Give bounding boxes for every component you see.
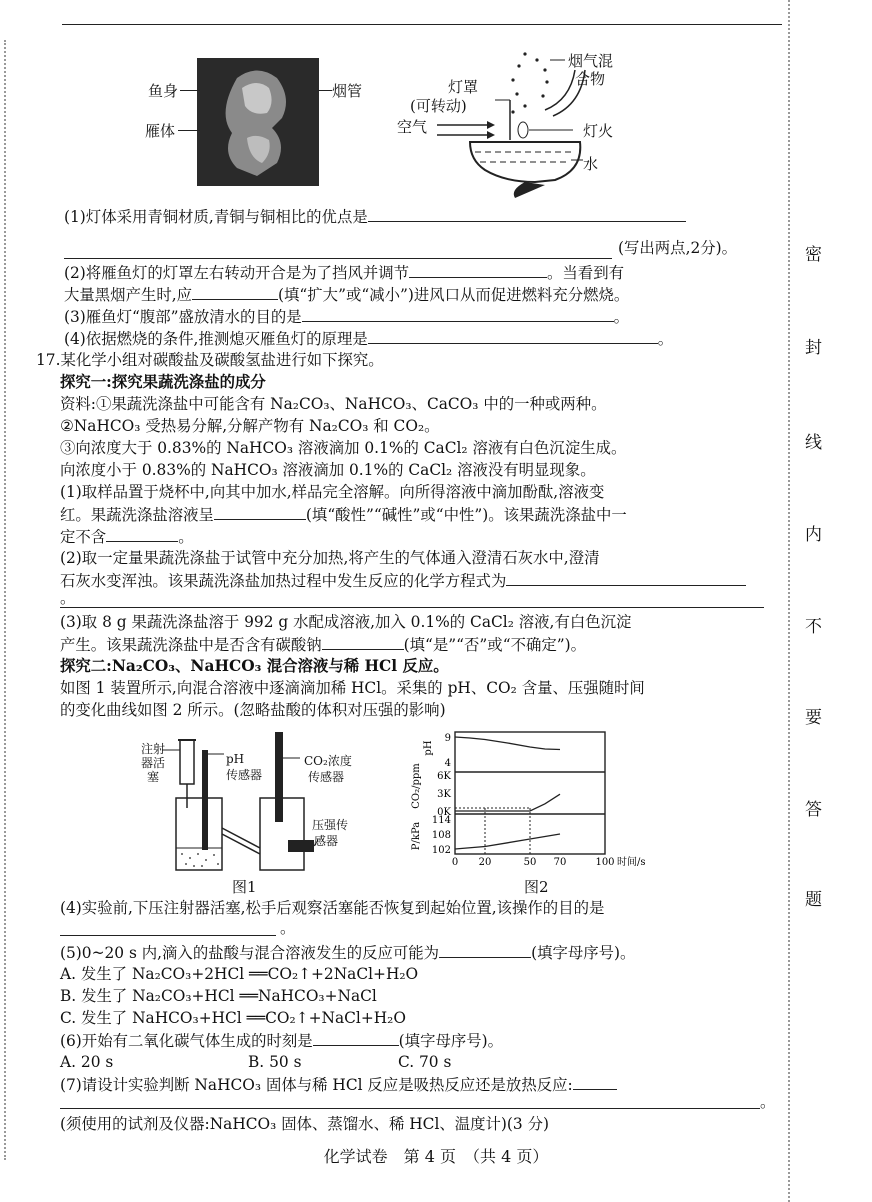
label-air: 空气 xyxy=(397,118,428,136)
lamp-photo-shape xyxy=(197,58,319,186)
label-lampshade: 灯罩 xyxy=(448,78,479,96)
right-binding-line xyxy=(788,0,790,1202)
part2-desc-a: 如图 1 装置所示,向混合溶液中逐滴滴加稀 HCl。采集的 pH、CO₂ 含量、压强随时间 xyxy=(60,679,645,697)
series-line xyxy=(455,737,560,750)
info-1: 资料:①果蔬洗涤盐中可能含有 Na₂CO₃、NaHCO₃、CaCO₃ 中的一种或两种。 xyxy=(60,395,607,413)
seal-char: 答 xyxy=(805,800,822,820)
part2-desc-b: 的变化曲线如图 2 所示。(忽略盐酸的体积对压强的影响) xyxy=(60,701,446,719)
label-co2-sensor-1: CO₂浓度 xyxy=(304,754,352,768)
x-tick-label: 70 xyxy=(553,857,567,868)
seal-char: 不 xyxy=(805,617,822,637)
y-tick-label: 0K xyxy=(437,807,451,818)
seal-char: 线 xyxy=(805,433,822,453)
top-rule xyxy=(62,24,782,25)
label-syringe-3: 塞 xyxy=(147,770,160,784)
x-tick-label: 0 xyxy=(451,857,459,868)
seal-char: 题 xyxy=(805,890,822,910)
q17-7b: 。 xyxy=(760,1093,776,1111)
q17-1b: 红。果蔬洗涤盐溶液呈 (填“酸性”“碱性”或“中性”)。该果蔬洗涤盐中一 xyxy=(60,506,627,524)
q17-4b: 。 xyxy=(280,919,296,937)
q16-part2a: (2)将雁鱼灯的灯罩左右转动开合是为了挡风并调节 。当看到有 xyxy=(64,264,624,282)
q17-2a: (2)取一定量果蔬洗涤盐于试管中充分加热,将产生的气体通入澄清石灰水中,澄清 xyxy=(60,549,600,567)
label-chimney: 烟管 xyxy=(332,82,363,100)
answer-line[interactable] xyxy=(64,258,612,259)
series-line xyxy=(455,834,560,849)
q17-6-option-c: C. 70 s xyxy=(398,1053,452,1071)
x-tick-label: 100 xyxy=(595,857,615,868)
label-smoke-mix: 烟气混 xyxy=(568,52,614,70)
seal-char: 密 xyxy=(805,245,822,265)
q17-intro: 17.某化学小组对碳酸盐及碳酸氢盐进行如下探究。 xyxy=(36,351,384,369)
info-2: ②NaHCO₃ 受热易分解,分解产物有 Na₂CO₃ 和 CO₂。 xyxy=(60,417,440,435)
seal-char: 内 xyxy=(805,525,822,545)
info-3: ③向浓度大于 0.83%的 NaHCO₃ 溶液滴加 0.1%的 CaCl₂ 溶液有白色沉淀生成。 xyxy=(60,439,627,457)
label-pressure-sensor-2: 感器 xyxy=(314,834,339,848)
x-tick-label: 50 xyxy=(523,857,537,868)
leader-line xyxy=(180,90,200,91)
leader-line xyxy=(178,130,200,131)
q17-2c: 。 xyxy=(60,589,76,607)
label-ph-sensor-2: 传感器 xyxy=(226,768,263,782)
answer-line[interactable] xyxy=(60,1108,760,1109)
y-axis-label-p: P/kPa xyxy=(411,821,422,851)
label-smoke-mix-2: 合物 xyxy=(575,70,606,88)
label-water: 水 xyxy=(583,155,599,173)
figure1-apparatus xyxy=(140,728,340,873)
answer-line[interactable] xyxy=(60,607,764,608)
info-4: 向浓度小于 0.83%的 NaHCO₃ 溶液滴加 0.1%的 CaCl₂ 溶液没有明显现象。 xyxy=(60,461,596,479)
y-tick-label: 102 xyxy=(431,845,451,856)
leader-line xyxy=(318,90,332,91)
q17-6-option-a: A. 20 s xyxy=(60,1053,114,1071)
label-flame: 灯火 xyxy=(583,122,614,140)
label-lampshade-rotatable: (可转动) xyxy=(410,97,467,115)
q16-part1: (1)灯体采用青铜材质,青铜与铜相比的优点是 xyxy=(64,206,686,227)
chart-border xyxy=(455,732,605,854)
lamp-photo xyxy=(197,58,319,186)
q17-4a: (4)实验前,下压注射器活塞,松手后观察活塞能否恢复到起始位置,该操作的目的是 xyxy=(60,899,605,917)
label-ph-sensor-1: pH xyxy=(226,752,245,766)
label-syringe-2: 器活 xyxy=(141,756,166,770)
q17-7c: (须使用的试剂及仪器:NaHCO₃ 固体、蒸馏水、稀 HCl、温度计)(3 分) xyxy=(60,1115,550,1133)
seal-char: 封 xyxy=(805,338,822,358)
q17-5-option-a: A. 发生了 Na₂CO₃+2HCl ══CO₂↑+2NaCl+H₂O xyxy=(60,965,419,983)
y-tick-label: 114 xyxy=(431,815,451,826)
part1-title: 探究一:探究果蔬洗涤盐的成分 xyxy=(60,373,266,391)
chart-series xyxy=(455,737,560,849)
label-fish-body: 鱼身 xyxy=(148,82,179,100)
x-axis-label: 时间/s xyxy=(617,857,646,868)
y-axis-label-co2: CO₂/ppm xyxy=(411,763,422,809)
q17-5-option-c: C. 发生了 NaHCO₃+HCl ══CO₂↑+NaCl+H₂O xyxy=(60,1009,406,1027)
q17-1a: (1)取样品置于烧杯中,向其中加水,样品完全溶解。向所得溶液中滴加酚酞,溶液变 xyxy=(60,483,605,501)
q17-1c: 定不含 。 xyxy=(60,528,194,546)
y-tick-label: 9 xyxy=(444,733,451,744)
x-tick-label: 20 xyxy=(478,857,492,868)
label-goose-body: 雁体 xyxy=(145,122,176,140)
seal-char: 要 xyxy=(805,708,822,728)
y-tick-label: 4 xyxy=(444,758,451,769)
answer-line[interactable] xyxy=(60,935,276,936)
y-tick-label: 3K xyxy=(437,789,451,800)
q16-part3: (3)雁鱼灯“腹部”盛放清水的目的是 。 xyxy=(64,308,630,326)
label-syringe-1: 注射 xyxy=(141,742,166,756)
left-binding-line xyxy=(4,40,6,1160)
q16-part2b: 大量黑烟产生时,应 (填“扩大”或“减小”)进风口从而促进燃料充分燃烧。 xyxy=(64,286,630,304)
chart-frame xyxy=(455,732,605,854)
label-pressure-sensor-1: 压强传 xyxy=(312,818,349,832)
figure2-caption: 图2 xyxy=(524,878,549,896)
page-footer: 化学试卷 第 4 页 （共 4 页） xyxy=(323,1147,549,1166)
figure2-chart xyxy=(405,724,705,874)
figure1-caption: 图1 xyxy=(232,878,257,896)
q17-2b: 石灰水变浑浊。该果蔬洗涤盐加热过程中发生反应的化学方程式为 xyxy=(60,570,746,591)
q16-part4: (4)依据燃烧的条件,推测熄灭雁鱼灯的原理是 。 xyxy=(64,330,674,348)
q17-5-option-b: B. 发生了 Na₂CO₃+HCl ══NaHCO₃+NaCl xyxy=(60,987,377,1005)
y-axis-label-ph: pH xyxy=(423,740,434,756)
q17-3a: (3)取 8 g 果蔬洗涤盐溶于 992 g 水配成溶液,加入 0.1%的 CaCl₂ 溶液,有白色沉淀 xyxy=(60,613,632,631)
q17-3b: 产生。该果蔬洗涤盐中是否含有碳酸钠 (填“是”“否”或“不确定”)。 xyxy=(60,636,586,654)
q16-part1-tail: (写出两点,2分)。 xyxy=(618,239,738,257)
q17-7: (7)请设计实验判断 NaHCO₃ 固体与稀 HCl 反应是吸热反应还是放热反应: xyxy=(60,1074,617,1095)
y-tick-label: 6K xyxy=(437,771,451,782)
q17-6: (6)开始有二氧化碳气体生成的时刻是 (填字母序号)。 xyxy=(60,1032,504,1050)
q17-5: (5)0~20 s 内,滴入的盐酸与混合溶液发生的反应可能为 (填字母序号)。 xyxy=(60,944,636,962)
label-co2-sensor-2: 传感器 xyxy=(308,770,345,784)
part2-title: 探究二:Na₂CO₃、NaHCO₃ 混合溶液与稀 HCl 反应。 xyxy=(60,657,449,675)
q17-6-option-b: B. 50 s xyxy=(248,1053,302,1071)
chart-labels xyxy=(411,733,646,868)
y-tick-label: 108 xyxy=(431,830,451,841)
